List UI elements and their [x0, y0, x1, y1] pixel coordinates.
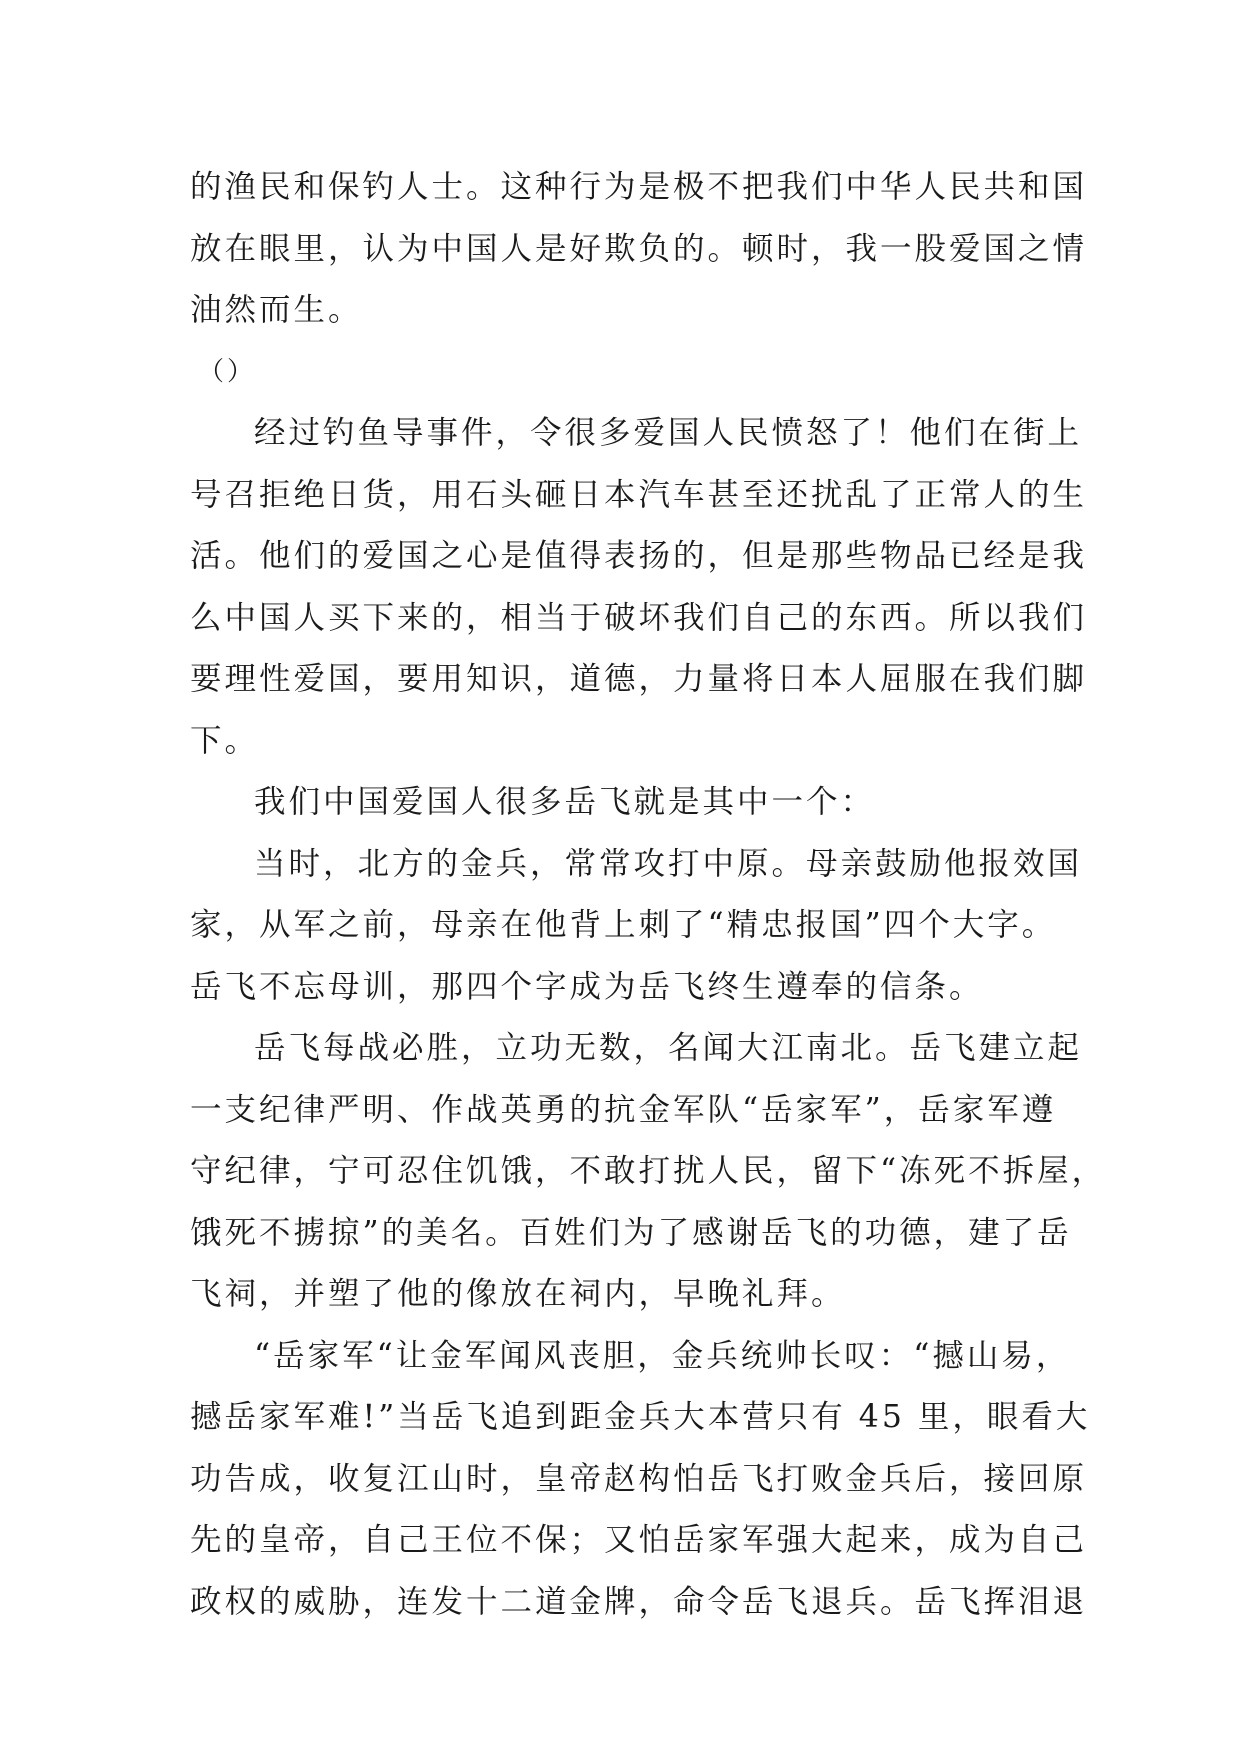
text-line: 撼岳家军难!”当岳飞追到距金兵大本营只有 45 里，眼看大 — [190, 1399, 1091, 1435]
text-line: 么中国人买下来的，相当于破坏我们自己的东西。所以我们 — [190, 599, 1088, 636]
text-line: 下。 — [190, 722, 260, 759]
text-line: 油然而生。 — [190, 292, 363, 328]
text-line: 号召拒绝日货，用石头砸日本汽车甚至还扰乱了正常人的生 — [190, 476, 1088, 513]
text-line: 一支纪律严明、作战英勇的抗金军队“岳家军”，岳家军遵 — [190, 1091, 1057, 1128]
text-line: 政权的威胁，连发十二道金牌，命令岳飞退兵。岳飞挥泪退 — [190, 1583, 1088, 1620]
paragraph-start-line: 经过钓鱼导事件，令很多爱国人民愤怒了！他们在街上 — [254, 415, 1083, 451]
text-line: 功告成，收复江山时，皇帝赵构怕岳飞打败金兵后，接回原 — [190, 1460, 1088, 1497]
paragraph-start-line: “岳家军“让金军闻风丧胆，金兵统帅长叹：“撼山易， — [254, 1337, 1071, 1374]
text-line: 先的皇帝，自己王位不保；又怕岳家军强大起来，成为自己 — [190, 1522, 1088, 1558]
text-line: 饿死不掳掠”的美名。百姓们为了感谢岳飞的功德，建了岳 — [190, 1214, 1072, 1251]
text-line: 家，从军之前，母亲在他背上刺了“精忠报国”四个大字。 — [190, 907, 1057, 943]
parenthesis-line: （） — [198, 356, 257, 387]
text-line: 飞祠，并塑了他的像放在祠内，早晚礼拜。 — [190, 1276, 846, 1312]
paragraph-start-line: 我们中国爱国人很多岳飞就是其中一个： — [254, 784, 876, 820]
text-line: 放在眼里，认为中国人是好欺负的。顿时，我一股爱国之情 — [190, 230, 1088, 267]
body-text — [190, 157, 1107, 1633]
text-line: 要理性爱国，要用知识，道德，力量将日本人屈服在我们脚 — [190, 661, 1088, 697]
text-line: 岳飞不忘母训，那四个字成为岳飞终生遵奉的信条。 — [190, 968, 984, 1005]
paragraph-start-line: 岳飞每战必胜，立功无数，名闻大江南北。岳飞建立起 — [254, 1030, 1083, 1066]
text-line: 的渔民和保钓人士。这种行为是极不把我们中华人民共和国 — [190, 169, 1088, 205]
text-line: 活。他们的爱国之心是值得表扬的，但是那些物品已经是我 — [190, 538, 1088, 574]
paragraph-start-line: 当时，北方的金兵，常常攻打中原。母亲鼓励他报效国 — [254, 845, 1083, 882]
text-line: 守纪律，宁可忍住饥饿，不敢打扰人民，留下“冻死不拆屋， — [190, 1153, 1107, 1189]
